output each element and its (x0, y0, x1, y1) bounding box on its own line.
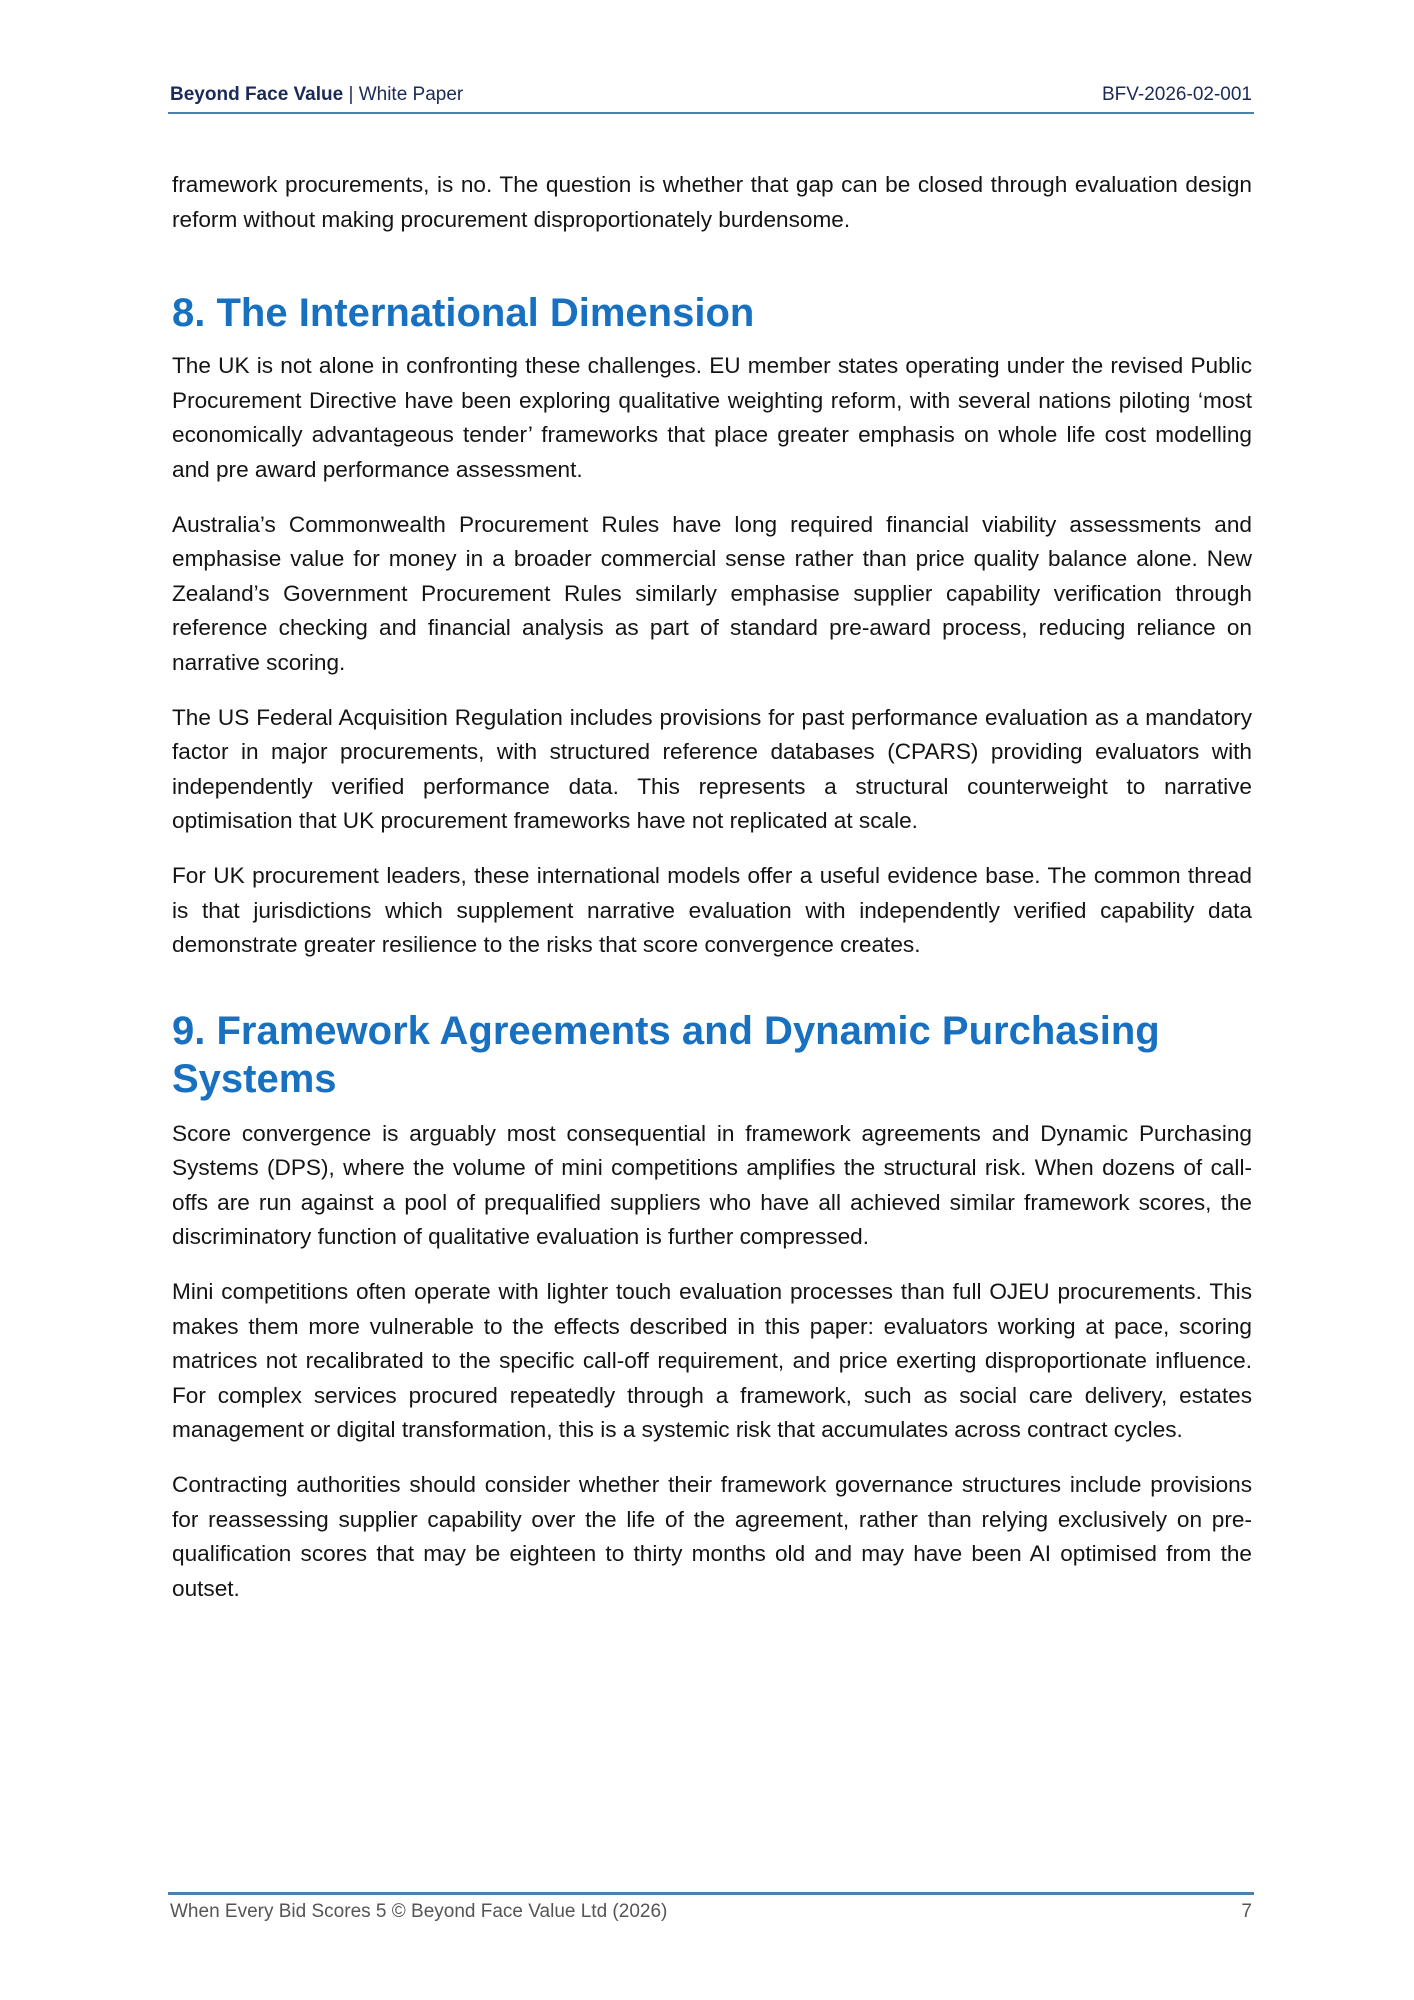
header-brand: Beyond Face Value (170, 84, 344, 105)
section-9-paragraph: Mini competitions often operate with lighter touch evaluation processes than full OJEU procurements. This makes them more vulnerable to the effects described in this paper: evaluators working at pace, scoring matrices not recalibrated to the specific call-off requirement, and price exerting disproportionate influence. For complex services procured repeatedly through a framework, such as social care delivery, estates management or digital transformation, this is a systemic risk that accumulates across contract cycles. (172, 1279, 1252, 1443)
section-9-heading: 9. Framework Agreements and Dynamic Purchasing Systems (172, 1008, 1160, 1101)
section-8-paragraph: For UK procurement leaders, these international models offer a useful evidence base. The common thread is that jurisdictions which supplement narrative evaluation with independently verified capability data demonstrate greater resilience to the risks that score convergence creates. (172, 862, 1252, 958)
header-title (170, 84, 463, 106)
footer-text: When Every Bid Scores 5 © Beyond Face Value Ltd (2026) (170, 1901, 668, 1922)
header-separator: | (343, 84, 359, 105)
section-8-heading: 8. The International Dimension (172, 291, 755, 336)
section-8-paragraph: The UK is not alone in confronting these challenges. EU member states operating under the revised Public Procurement Directive have been exploring qualitative weighting reform, with several nations piloting ‘most economically advantageous tender’ frameworks that place greater emphasis on whole life cost modelling and pre award performance assessment. (172, 353, 1252, 482)
page-number: 7 (1241, 1901, 1252, 1922)
section-9-paragraph: Contracting authorities should consider whether their framework governance structures include provisions for reassessing supplier capability over the life of the agreement, rather than relying exclusively on pre-qualification scores that may be eighteen to thirty months old and may have been AI optimised from the outset. (172, 1472, 1252, 1601)
page-header (168, 84, 1254, 114)
header-doc-type: White Paper (358, 84, 464, 105)
page-content (172, 168, 1252, 1626)
section-9-paragraph: Score convergence is arguably most consequential in framework agreements and Dynamic Purchasing Systems (DPS), where the volume of mini competitions amplifies the structural risk. When dozens of call-offs are run against a pool of prequalified suppliers who have all achieved similar framework scores, the discriminatory function of qualitative evaluation is further compressed. (172, 1120, 1252, 1250)
page-footer (168, 1892, 1254, 1922)
section-8-paragraph: Australia’s Commonwealth Procurement Rules have long required financial viability assessments and emphasise value for money in a broader commercial sense rather than price quality balance alone. New Zealand’s Government Procurement Rules similarly emphasise supplier capability verification through reference checking and financial analysis as part of standard pre-award process, reducing reliance on narrative scoring. (172, 511, 1252, 675)
intro-paragraph: framework procurements, is no. The question is whether that gap can be closed through evaluation design reform without making procurement disproportionately burdensome. (172, 172, 1252, 232)
section-8-paragraph: The US Federal Acquisition Regulation includes provisions for past performance evaluation as a mandatory factor in major procurements, with structured reference databases (CPARS) providing evaluators with independently verified performance data. This represents a structural counterweight to narrative optimisation that UK procurement frameworks have not replicated at scale. (172, 704, 1252, 834)
header-doc-id: BFV-2026-02-001 (1102, 84, 1252, 105)
